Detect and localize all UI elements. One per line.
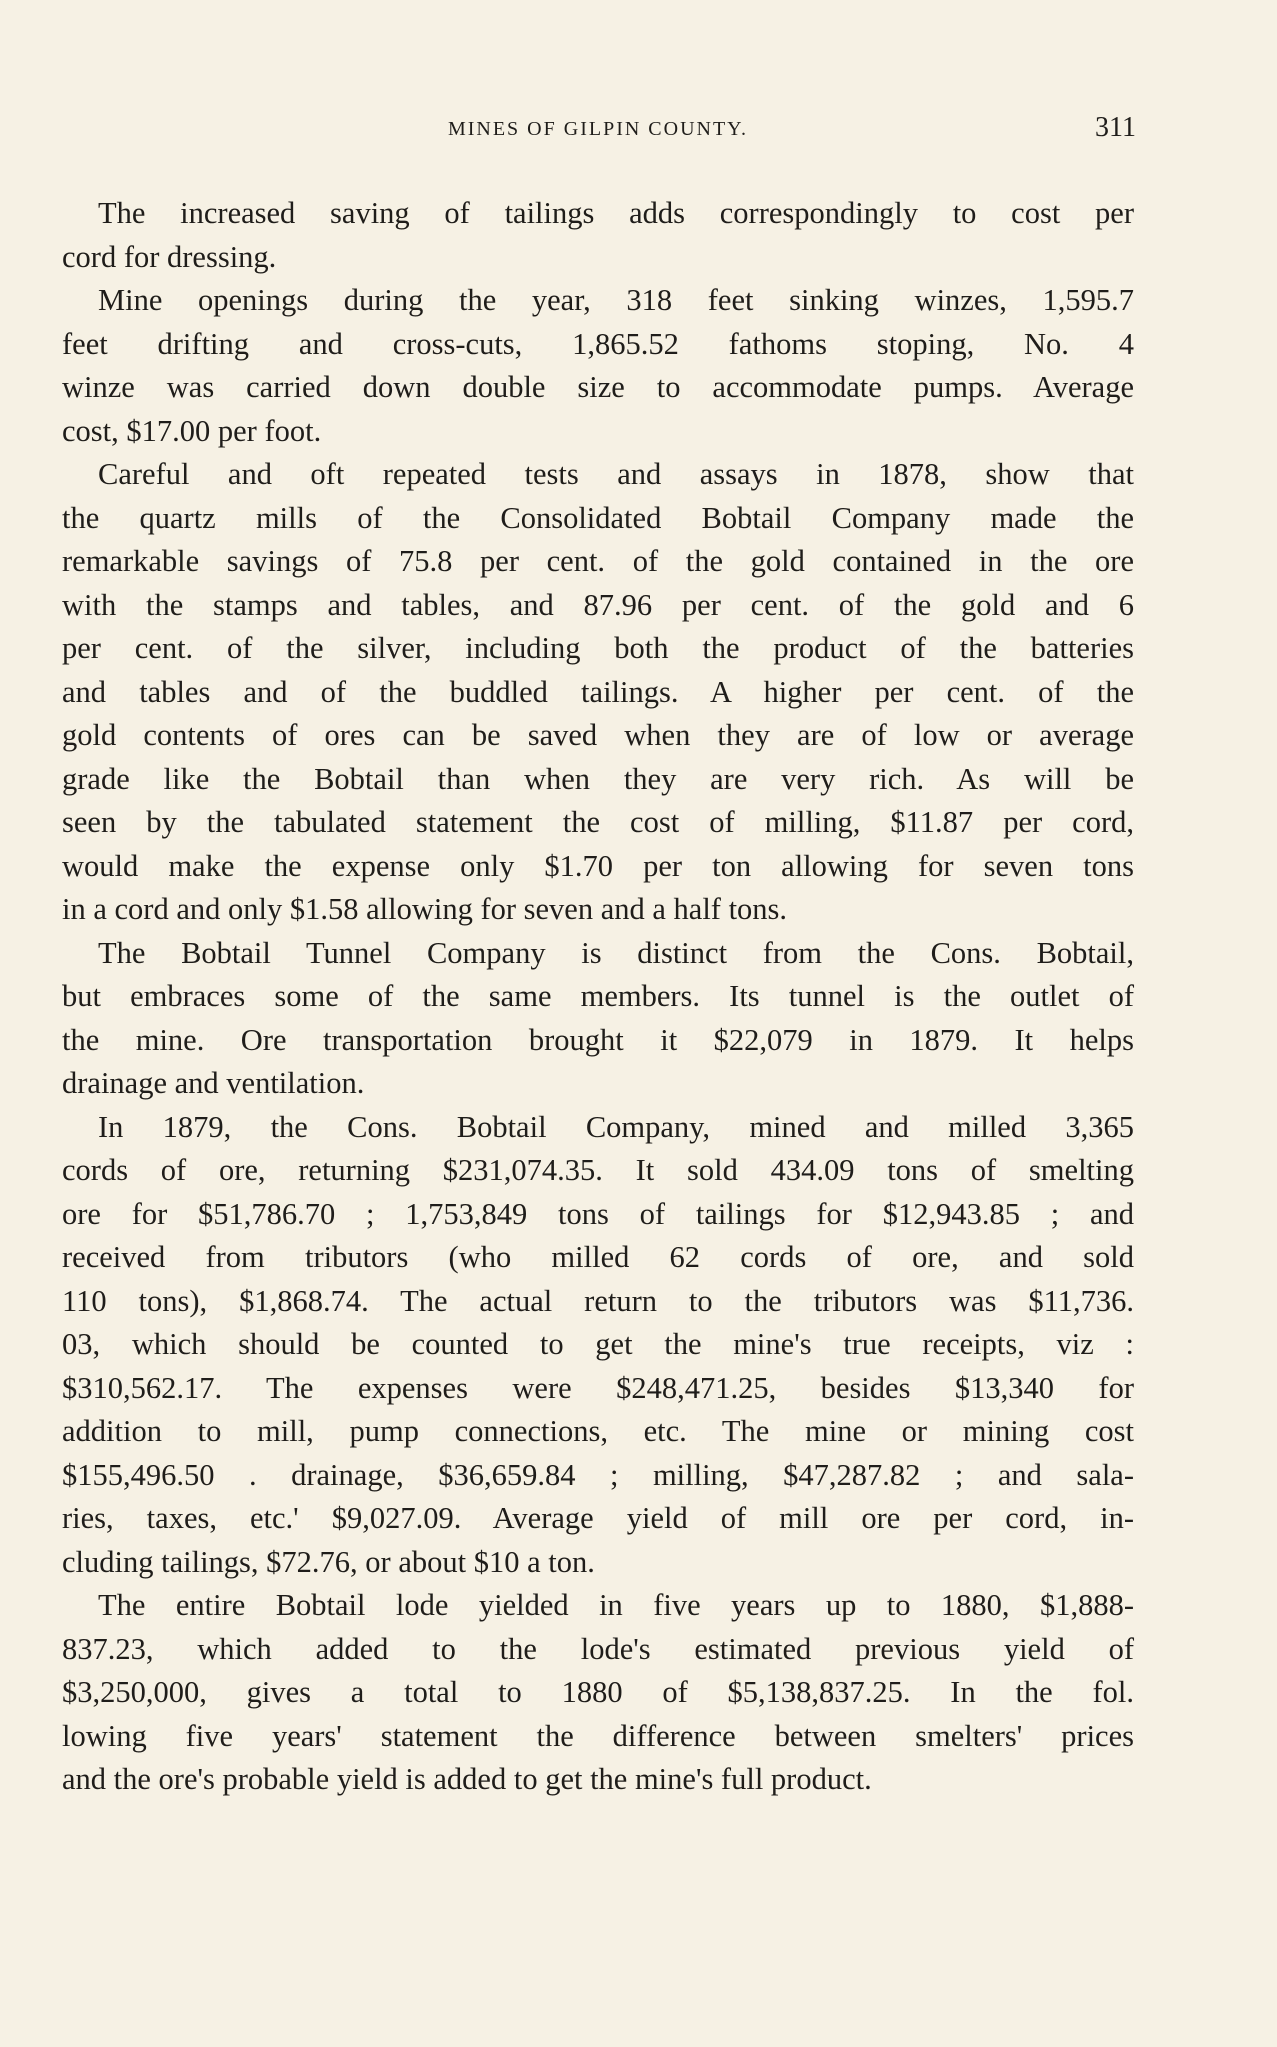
text-line: 110 tons), $1,868.74. The actual return to the tributors was $11,736.: [62, 1283, 1134, 1318]
text-line: would make the expense only $1.70 per ton allowing for seven tons: [62, 848, 1134, 883]
text-line: addition to mill, pump connections, etc. The mine or mining cost: [62, 1414, 1134, 1448]
running-title: MINES OF GILPIN COUNTY.: [447, 118, 749, 140]
text-line: and tables and of the buddled tailings. A higher per cent. of the: [62, 674, 1134, 709]
text-line: cost, $17.00 per foot.: [62, 413, 322, 448]
text-line: remarkable savings of 75.8 per cent. of the gold contained in the ore: [62, 544, 1134, 578]
text-line: 837.23, which added to the lode's estimated previous yield of: [62, 1631, 1134, 1666]
text-line: received from tributors (who milled 62 cords of ore, and sold: [62, 1240, 1134, 1274]
running-head: [60, 112, 1136, 152]
text-line: The Bobtail Tunnel Company is distinct from the Cons. Bobtail,: [98, 935, 1134, 970]
text-line: but embraces some of the same members. Its tunnel is the outlet of: [62, 979, 1134, 1013]
text-line: cluding tailings, $72.76, or about $10 a ton.: [62, 1544, 595, 1579]
text-line: drainage and ventilation.: [62, 1066, 365, 1100]
text-line: $3,250,000, gives a total to 1880 of $5,138,837.25. In the fol.: [62, 1675, 1134, 1709]
text-line: cord for dressing.: [62, 239, 277, 274]
text-line: The increased saving of tailings adds correspondingly to cost per: [98, 196, 1134, 230]
text-line: seen by the tabulated statement the cost of milling, $11.87 per cord,: [62, 805, 1134, 839]
body-text: [62, 192, 1134, 1802]
page-number: 311: [1095, 112, 1136, 143]
text-line: 03, which should be counted to get the mine's true receipts, viz :: [62, 1327, 1134, 1361]
text-line: ries, taxes, etc.' $9,027.09. Average yield of mill ore per cord, in-: [62, 1501, 1134, 1535]
text-line: $310,562.17. The expenses were $248,471.25, besides $13,340 for: [62, 1370, 1134, 1405]
text-line: with the stamps and tables, and 87.96 per cent. of the gold and 6: [62, 587, 1134, 622]
text-line: lowing five years' statement the difference between smelters' prices: [62, 1718, 1134, 1753]
text-line: Careful and oft repeated tests and assays in 1878, show that: [98, 457, 1134, 491]
text-line: the mine. Ore transportation brought it $22,079 in 1879. It helps: [62, 1022, 1134, 1057]
text-line: grade like the Bobtail than when they are very rich. As will be: [62, 761, 1134, 796]
text-line: cords of ore, returning $231,074.35. It sold 434.09 tons of smelting: [62, 1153, 1134, 1187]
text-line: winze was carried down double size to accommodate pumps. Average: [62, 370, 1134, 404]
text-line: ore for $51,786.70 ; 1,753,849 tons of tailings for $12,943.85 ; and: [62, 1196, 1134, 1231]
text-line: and the ore's probable yield is added to get the mine's full product.: [62, 1762, 872, 1796]
text-line: In 1879, the Cons. Bobtail Company, mined and milled 3,365: [98, 1109, 1134, 1144]
text-line: gold contents of ores can be saved when they are of low or average: [62, 718, 1134, 752]
text-line: Mine openings during the year, 318 feet sinking winzes, 1,595.7: [98, 283, 1134, 317]
text-line: $155,496.50 . drainage, $36,659.84 ; milling, $47,287.82 ; and sala-: [62, 1457, 1134, 1492]
text-line: in a cord and only $1.58 allowing for seven and a half tons.: [62, 892, 788, 926]
text-line: per cent. of the silver, including both the product of the batteries: [62, 631, 1134, 665]
text-line: The entire Bobtail lode yielded in five years up to 1880, $1,888-: [98, 1588, 1134, 1622]
text-line: the quartz mills of the Consolidated Bobtail Company made the: [62, 500, 1134, 535]
text-line: feet drifting and cross-cuts, 1,865.52 fathoms stoping, No. 4: [62, 326, 1134, 361]
